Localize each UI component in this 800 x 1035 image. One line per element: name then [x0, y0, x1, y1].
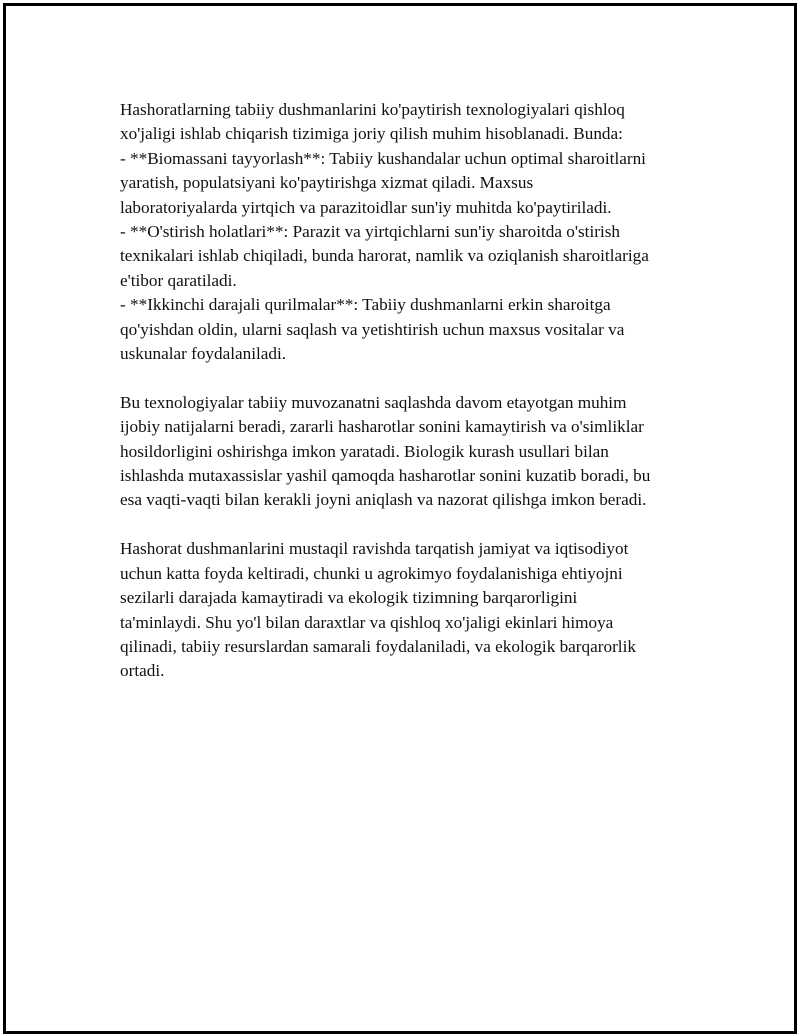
text-line: qo'yishdan oldin, ularni saqlash va yetishtirish uchun maxsus vositalar va [120, 319, 625, 339]
text-line: ijobiy natijalarni beradi, zararli hasharotlar sonini kamaytirish va o'simliklar [120, 417, 644, 437]
paragraph-3 [120, 537, 700, 683]
text-line: laboratoriyalarda yirtqich va parazitoidlar sun'iy muhitda ko'paytiriladi. [120, 197, 612, 217]
text-line: Hashorat dushmanlarini mustaqil ravishda tarqatish jamiyat va iqtisodiyot [120, 539, 629, 559]
text-line: hosildorligini oshirishga imkon yaratadi. Biologik kurash usullari bilan [120, 441, 609, 461]
text-line: ta'minlaydi. Shu yo'l bilan daraxtlar va qishloq xo'jaligi ekinlari himoya [120, 612, 614, 632]
text-line: e'tibor qaratiladi. [120, 270, 237, 290]
paragraph-1 [120, 98, 700, 366]
text-line: Hashoratlarning tabiiy dushmanlarini ko'paytirish texnologiyalari qishloq [120, 100, 625, 119]
document-body [120, 98, 700, 708]
text-line: xo'jaligi ishlab chiqarish tizimiga joriy qilish muhim hisoblanadi. Bunda: [120, 124, 623, 144]
text-line: ortadi. [120, 661, 165, 681]
text-line: - **O'stirish holatlari**: Parazit va yirtqichlarni sun'iy sharoitda o'stirish [120, 222, 620, 242]
text-line: uskunalar foydalaniladi. [120, 344, 287, 364]
text-line: - **Ikkinchi darajali qurilmalar**: Tabiiy dushmanlarni erkin sharoitga [120, 295, 611, 315]
text-line: sezilarli darajada kamaytiradi va ekologik tizimning barqarorligini [120, 588, 578, 608]
text-line: uchun katta foyda keltiradi, chunki u agrokimyo foydalanishiga ehtiyojni [120, 563, 623, 583]
text-line: Bu texnologiyalar tabiiy muvozanatni saqlashda davom etayotgan muhim [120, 392, 627, 412]
text-line: esa vaqti-vaqti bilan kerakli joyni aniqlash va nazorat qilishga imkon beradi. [120, 490, 647, 510]
text-line: qilinadi, tabiiy resurslardan samarali foydalaniladi, va ekologik barqarorlik [120, 636, 636, 656]
text-line: ishlashda mutaxassislar yashil qamoqda hasharotlar sonini kuzatib boradi, bu [120, 466, 651, 486]
page-frame [3, 3, 797, 1034]
text-line: yaratish, populatsiyani ko'paytirishga xizmat qiladi. Maxsus [120, 173, 534, 193]
text-line: - **Biomassani tayyorlash**: Tabiiy kushandalar uchun optimal sharoitlarni [120, 148, 646, 168]
paragraph-2 [120, 391, 700, 513]
text-line: texnikalari ishlab chiqiladi, bunda harorat, namlik va oziqlanish sharoitlariga [120, 246, 649, 266]
